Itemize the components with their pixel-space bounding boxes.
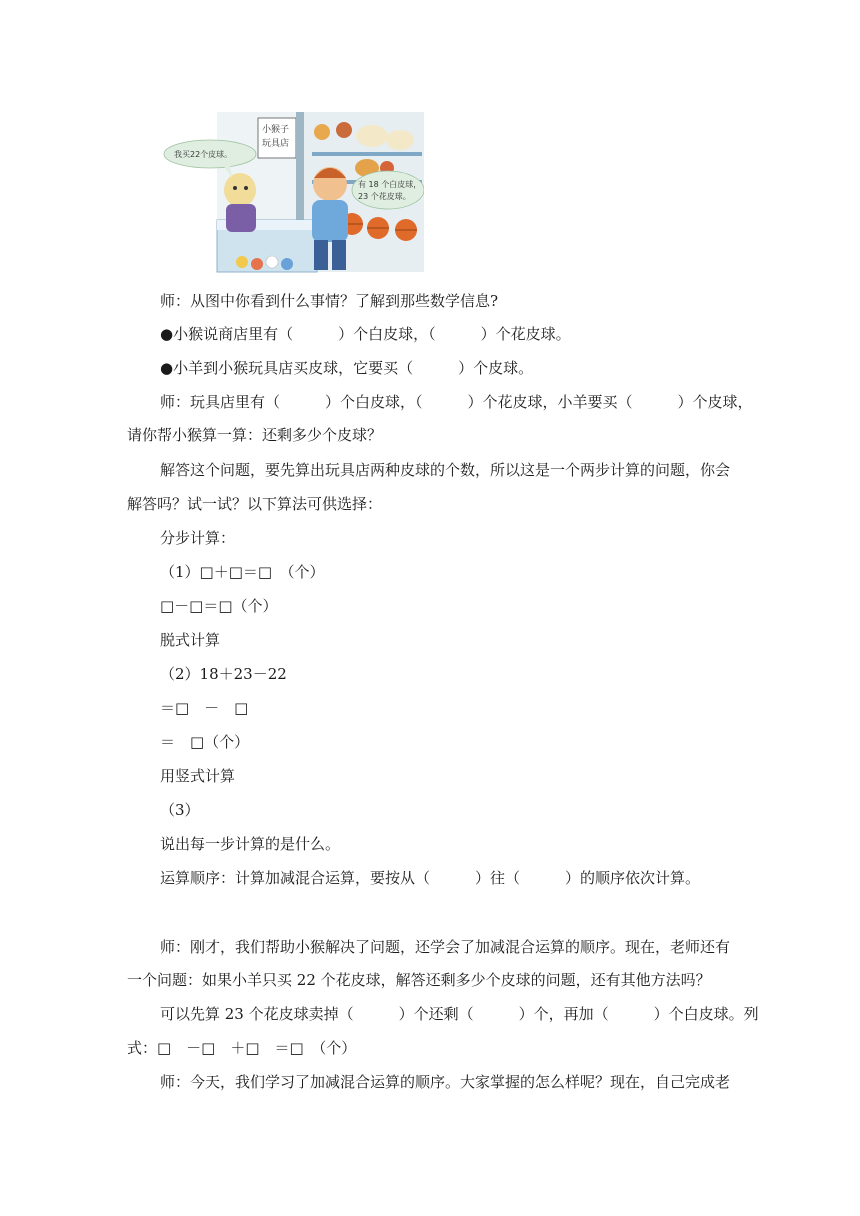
teacher-problem-line1: 师：玩具店里有（ ）个白皮球，（ ）个花皮球，小羊要买（ ）个皮球， bbox=[160, 393, 753, 411]
step-calc-eq2: □－□＝□（个） bbox=[160, 597, 278, 615]
bullet-monkey-info: ●小猴说商店里有（ ）个白皮球，（ ）个花皮球。 bbox=[160, 325, 571, 343]
teacher-closing: 师：今天，我们学习了加减混合运算的顺序。大家掌握的怎么样呢？现在，自己完成老 bbox=[160, 1073, 731, 1091]
operation-order: 运算顺序：计算加减混合运算，要按从（ ）往（ ）的顺序依次计算。 bbox=[160, 869, 701, 887]
shop-sign-line2: 玩具店 bbox=[262, 139, 290, 149]
step-calc-heading: 分步计算： bbox=[160, 529, 236, 547]
explanation-line1: 解答这个问题，要先算出玩具店两种皮球的个数，所以这是一个两步计算的问题，你会 bbox=[160, 461, 731, 479]
vertical-calc-label: （3） bbox=[160, 801, 200, 819]
detached-calc-line3: ＝ □（个） bbox=[160, 733, 250, 751]
teacher-followup-line2: 一个问题：如果小羊只买 22 个花皮球，解答还剩多少个皮球的问题，还有其他方法吗？ bbox=[127, 971, 711, 989]
detached-calc-line2: ＝□ － □ bbox=[160, 699, 249, 717]
explain-steps: 说出每一步计算的是什么。 bbox=[160, 835, 341, 853]
goat-speech-text: 我买22个皮球。 bbox=[174, 150, 233, 159]
teacher-question: 师：从图中你看到什么事情？了解到那些数学信息? bbox=[160, 292, 499, 310]
bullet-goat-info: ●小羊到小猴玩具店买皮球，它要买（ ）个皮球。 bbox=[160, 359, 534, 377]
monkey-speech-line2: 23 个花皮球。 bbox=[358, 192, 411, 201]
shop-sign-line1: 小猴子 bbox=[262, 125, 290, 135]
explanation-line2: 解答吗？试一试？以下算法可供选择： bbox=[127, 495, 383, 513]
monkey-speech-line1: 有 18 个白皮球， bbox=[358, 180, 422, 189]
alternative-method-line2: 式：□ －□ ＋□ ＝□ （个） bbox=[127, 1039, 357, 1057]
detached-calc-heading: 脱式计算 bbox=[160, 631, 221, 649]
step-calc-eq1: （1）□＋□＝□ （个） bbox=[160, 563, 325, 581]
teacher-problem-line2: 请你帮小猴算一算：还剩多少个皮球？ bbox=[127, 426, 383, 444]
teacher-followup-line1: 师：刚才，我们帮助小猴解决了问题，还学会了加减混合运算的顺序。现在，老师还有 bbox=[160, 938, 731, 956]
toy-shop-illustration bbox=[162, 112, 424, 277]
detached-calc-line1: （2）18＋23－22 bbox=[160, 665, 287, 683]
alternative-method-line1: 可以先算 23 个花皮球卖掉（ ）个还剩（ ）个，再加（ ）个白皮球。列 bbox=[160, 1005, 759, 1023]
vertical-calc-heading: 用竖式计算 bbox=[160, 767, 236, 785]
